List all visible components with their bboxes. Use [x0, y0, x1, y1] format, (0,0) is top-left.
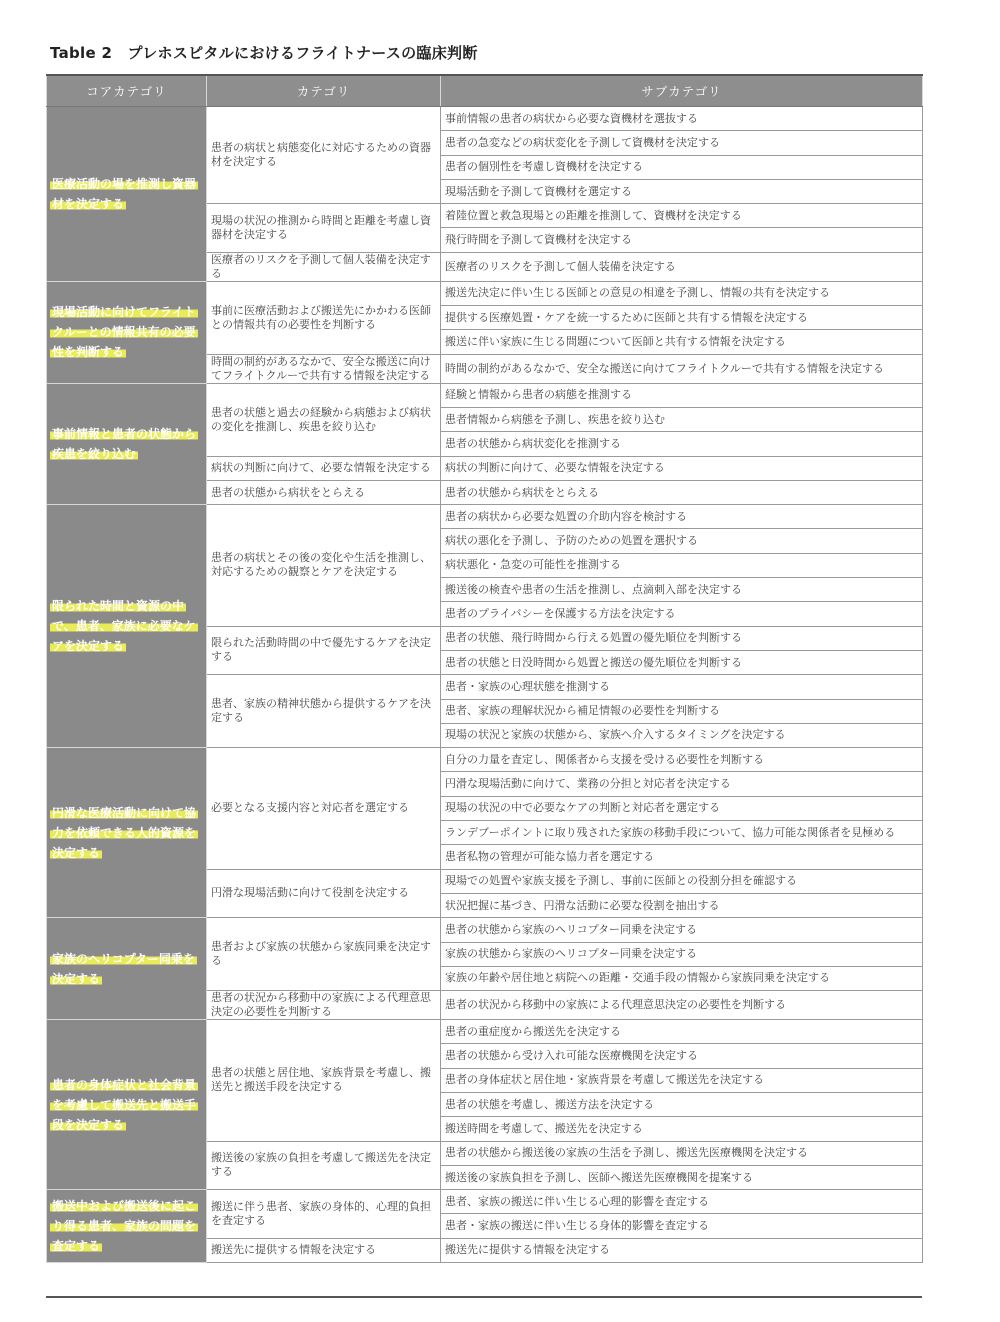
subcategory-cell: 患者の状態を考慮し、搬送方法を決定する [441, 1092, 923, 1116]
subcategory-cell: 搬送後の家族負担を予測し、医師へ搬送先医療機関を提案する [441, 1165, 923, 1189]
subcategory-cell: 現場の状況と家族の状態から、家族へ介入するタイミングを決定する [441, 723, 923, 747]
subcategory-cell: 病状の悪化を予測し、予防のための処置を選択する [441, 529, 923, 553]
subcategory-cell: 事前情報の患者の病状から必要な資機材を選抜する [441, 107, 923, 131]
subcategory-cell: 患者の重症度から搬送先を決定する [441, 1020, 923, 1044]
subcategory-cell: 搬送に伴い家族に生じる問題について医師と共有する情報を決定する [441, 330, 923, 354]
category-cell: 時間の制約があるなかで、安全な搬送に向けてフライトクルーで共有する情報を決定する [207, 354, 441, 383]
subcategory-cell: ランデブーポイントに取り残された家族の移動手段について、協力可能な関係者を見極める [441, 821, 923, 845]
core-category-cell [47, 383, 207, 504]
category-cell: 搬送先に提供する情報を決定する [207, 1238, 441, 1262]
subcategory-cell: 患者の状況から移動中の家族による代理意思決定の必要性を判断する [441, 991, 923, 1020]
table-row [47, 383, 923, 407]
category-cell: 必要となる支援内容と対応者を選定する [207, 748, 441, 869]
category-cell: 患者の状態と過去の経験から病態および病状の変化を推測し、疾患を絞り込む [207, 383, 441, 456]
subcategory-cell: 患者の状態から受け入れ可能な医療機関を決定する [441, 1044, 923, 1068]
core-category-cell [47, 918, 207, 1020]
category-cell: 患者および家族の状態から家族同乗を決定する [207, 918, 441, 991]
core-category-label: 家族のヘリコプター同乗を決定する [52, 951, 195, 986]
header-row [47, 75, 923, 107]
category-cell: 病状の判断に向けて、必要な情報を決定する [207, 456, 441, 480]
subcategory-cell: 患者の急変などの病状変化を予測して資機材を決定する [441, 131, 923, 155]
table-row [47, 505, 923, 529]
subcategory-cell: 患者の状態、飛行時間から行える処置の優先順位を判断する [441, 626, 923, 650]
table-row [47, 918, 923, 942]
table-row [47, 748, 923, 772]
subcategory-cell: 搬送先に提供する情報を決定する [441, 1238, 923, 1262]
category-cell: 搬送後の家族の負担を考慮して搬送先を決定する [207, 1141, 441, 1190]
table-row [47, 1190, 923, 1214]
header-category: カテゴリ [207, 75, 441, 107]
core-category-cell [47, 1020, 207, 1190]
subcategory-cell: 患者の状態から病状をとらえる [441, 480, 923, 504]
table-body [47, 107, 923, 1263]
core-category-label: 医療活動の場を推測し資器材を決定する [52, 176, 197, 211]
subcategory-cell: 経験と情報から患者の病態を推測する [441, 383, 923, 407]
header-core-category: コアカテゴリ [47, 75, 207, 107]
subcategory-cell: 患者・家族の搬送に伴い生じる身体的影響を査定する [441, 1214, 923, 1238]
subcategory-cell: 自分の力量を査定し、関係者から支援を受ける必要性を判断する [441, 748, 923, 772]
subcategory-cell: 着陸位置と救急現場との距離を推測して、資機材を決定する [441, 204, 923, 228]
subcategory-cell: 現場活動を予測して資機材を選定する [441, 179, 923, 203]
core-category-cell [47, 107, 207, 282]
category-cell: 患者、家族の精神状態から提供するケアを決定する [207, 675, 441, 748]
header-subcategory: サブカテゴリ [441, 75, 923, 107]
subcategory-cell: 時間の制約があるなかで、安全な搬送に向けてフライトクルーで共有する情報を決定する [441, 354, 923, 383]
table-row [47, 281, 923, 305]
subcategory-cell: 患者の身体症状と居住地・家族背景を考慮して搬送先を決定する [441, 1068, 923, 1092]
category-cell: 患者の病状と病態変化に対応するための資器材を決定する [207, 107, 441, 204]
subcategory-cell: 家族の状態から家族のヘリコプター同乗を決定する [441, 942, 923, 966]
table-bottom-rule [46, 1296, 922, 1298]
core-category-cell [47, 505, 207, 748]
subcategory-cell: 患者の状態から病状変化を推測する [441, 432, 923, 456]
table-title: Table 2 プレホスピタルにおけるフライトナースの臨床判断 [50, 44, 478, 62]
subcategory-cell: 患者の状態と日没時間から処置と搬送の優先順位を判断する [441, 650, 923, 674]
subcategory-cell: 現場での処置や家族支援を予測し、事前に医師との役割分担を確認する [441, 869, 923, 893]
clinical-judgement-table [46, 74, 923, 1263]
category-cell: 事前に医療活動および搬送先にかかわる医師との情報共有の必要性を判断する [207, 281, 441, 354]
subcategory-cell: 患者の状態から家族のヘリコプター同乗を決定する [441, 918, 923, 942]
category-cell: 限られた活動時間の中で優先するケアを決定する [207, 626, 441, 675]
subcategory-cell: 患者のプライバシーを保護する方法を決定する [441, 602, 923, 626]
subcategory-cell: 患者の状態から搬送後の家族の生活を予測し、搬送先医療機関を決定する [441, 1141, 923, 1165]
category-cell: 医療者のリスクを予測して個人装備を決定する [207, 252, 441, 281]
table-row [47, 1020, 923, 1044]
core-category-label: 限られた時間と資源の中で、患者、家族に必要なケアを決定する [52, 599, 196, 654]
category-cell: 患者の状態から病状をとらえる [207, 480, 441, 504]
core-category-cell [47, 748, 207, 918]
subcategory-cell: 搬送時間を考慮して、搬送先を決定する [441, 1117, 923, 1141]
table-row [47, 107, 923, 131]
subcategory-cell: 医療者のリスクを予測して個人装備を決定する [441, 252, 923, 281]
core-category-label: 現場活動に向けてフライトクルーとの情報共有の必要性を判断する [52, 305, 196, 360]
subcategory-cell: 提供する医療処置・ケアを統一するために医師と共有する情報を決定する [441, 306, 923, 330]
core-category-label: 搬送中および搬送後に起こり得る患者、家族の問題を査定する [52, 1199, 197, 1254]
subcategory-cell: 飛行時間を予測して資機材を決定する [441, 228, 923, 252]
category-cell: 患者の病状とその後の変化や生活を推測し、対応するための観察とケアを決定する [207, 505, 441, 626]
subcategory-cell: 円滑な現場活動に向けて、業務の分担と対応者を決定する [441, 772, 923, 796]
core-category-cell [47, 281, 207, 383]
subcategory-cell: 患者、家族の搬送に伴い生じる心理的影響を査定する [441, 1190, 923, 1214]
category-cell: 患者の状態と居住地、家族背景を考慮し、搬送先と搬送手段を決定する [207, 1020, 441, 1141]
subcategory-cell: 家族の年齢や居住地と病院への距離・交通手段の情報から家族同乗を決定する [441, 966, 923, 990]
core-category-label: 患者の身体症状と社会背景を考慮して搬送先と搬送手段を決定する [52, 1077, 197, 1132]
category-cell: 患者の状況から移動中の家族による代理意思決定の必要性を判断する [207, 991, 441, 1020]
subcategory-cell: 現場の状況の中で必要なケアの判断と対応者を選定する [441, 796, 923, 820]
subcategory-cell: 患者・家族の心理状態を推測する [441, 675, 923, 699]
subcategory-cell: 患者の病状から必要な処置の介助内容を検討する [441, 505, 923, 529]
core-category-label: 事前情報と患者の状態から疾患を絞り込む [52, 426, 197, 461]
subcategory-cell: 病状悪化・急変の可能性を推測する [441, 553, 923, 577]
subcategory-cell: 患者の個別性を考慮し資機材を決定する [441, 155, 923, 179]
core-category-cell [47, 1190, 207, 1263]
subcategory-cell: 搬送先決定に伴い生じる医師との意見の相違を予測し、情報の共有を決定する [441, 281, 923, 305]
subcategory-cell: 患者私物の管理が可能な協力者を選定する [441, 845, 923, 869]
subcategory-cell: 患者情報から病態を予測し、疾患を絞り込む [441, 407, 923, 431]
category-cell: 搬送に伴う患者、家族の身体的、心理的負担を査定する [207, 1190, 441, 1239]
subcategory-cell: 患者、家族の理解状況から補足情報の必要性を判断する [441, 699, 923, 723]
category-cell: 現場の状況の推測から時間と距離を考慮し資器材を決定する [207, 204, 441, 253]
subcategory-cell: 状況把握に基づき、円滑な活動に必要な役割を抽出する [441, 893, 923, 917]
subcategory-cell: 病状の判断に向けて、必要な情報を決定する [441, 456, 923, 480]
core-category-label: 円滑な医療活動に向けて協力を依頼できる人的資源を決定する [52, 805, 197, 860]
subcategory-cell: 搬送後の検査や患者の生活を推測し、点滴刺入部を決定する [441, 578, 923, 602]
category-cell: 円滑な現場活動に向けて役割を決定する [207, 869, 441, 918]
